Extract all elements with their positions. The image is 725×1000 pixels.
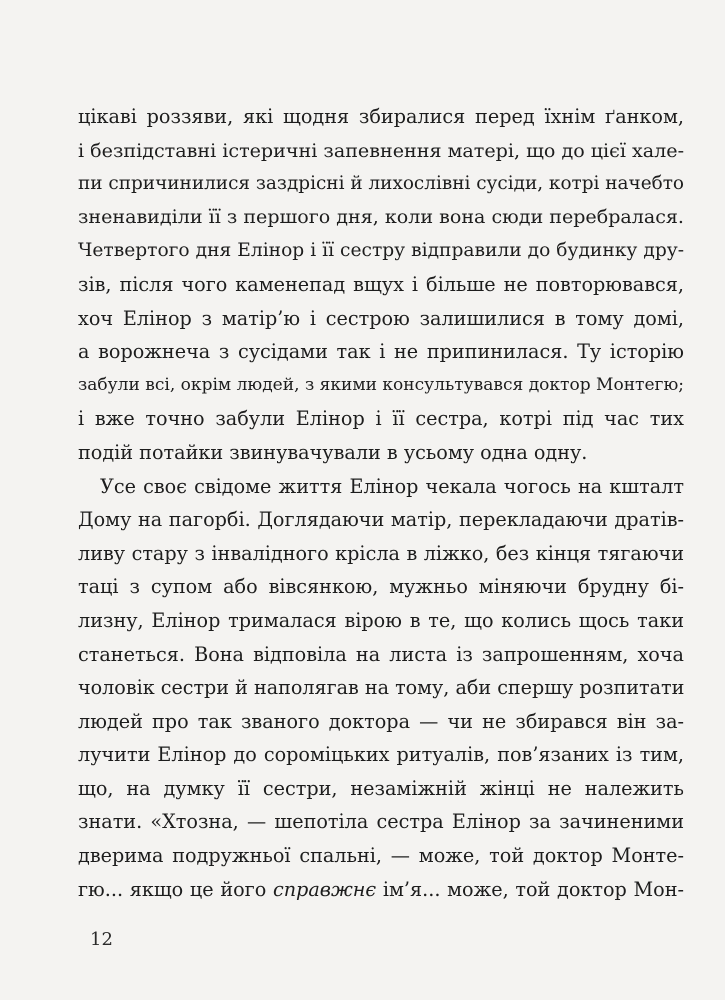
italic-word: справжнє — [272, 877, 377, 901]
text-line: Четвертого дня Елінор і її сестру відправили до будинку дру- — [78, 240, 684, 262]
text-fragment: ім’я... може, той доктор Мон- — [376, 877, 684, 901]
text-line: людей про так званого доктора — чи не збирався він за- — [78, 709, 684, 733]
text-line: подій потайки звинувачували в усьому одна одну. — [78, 440, 588, 464]
text-line: знати. «Хтозна, — шепотіла сестра Елінор за зачиненими — [78, 810, 684, 834]
text-line: а ворожнеча з сусідами так і не припинилася. Ту історію — [78, 340, 684, 364]
text-line: станеться. Вона відповіла на листа із запрошенням, хоча — [78, 642, 684, 666]
text-line: дверима подружньої спальні, — може, той доктор Монте- — [78, 844, 684, 868]
text-line: пи спричинилися заздрісні й лихослівні сусіди, котрі начебто — [78, 173, 684, 195]
text-line: чоловік сестри й наполягав на тому, аби спершу розпитати — [78, 676, 685, 700]
page-number: 12 — [90, 929, 113, 950]
text-line: що, на думку її сестри, незаміжній жінці не належить — [78, 776, 684, 800]
text-line-with-italic — [78, 873, 684, 907]
text-line: лучити Елінор до сороміцьких ритуалів, пов’язаних із тим, — [78, 743, 684, 767]
text-line: лизну, Елінор трималася вірою в те, що колись щось таки — [78, 608, 684, 632]
body-text — [78, 100, 684, 906]
text-line: зненавиділи її з першого дня, коли вона сюди перебралася. — [78, 205, 684, 228]
text-line: хоч Елінор з матір’ю і сестрою залишилися в тому домі, — [78, 306, 684, 330]
text-line: забули всі, окрім людей, з якими консультувався доктор Монтегю; — [78, 374, 684, 395]
text-line: Усе своє свідоме життя Елінор чекала чогось на кшталт — [100, 474, 684, 498]
text-line: і безпідставні істеричні запевнення матері, що до цієї халe- — [78, 138, 685, 162]
text-line: Дому на пагорбі. Доглядаючи матір, перекладаючи дратів- — [78, 508, 684, 532]
text-line: ливу стару з інвалідного крісла в ліжко, без кінця тягаючи — [78, 541, 684, 565]
text-line: цікаві роззяви, які щодня збиралися перед їхнім ґанком, — [78, 105, 684, 128]
text-line: зів, після чого каменепад вщух і більше не повторювався, — [78, 272, 684, 296]
text-line: таці з супом або вівсянкою, мужньо міняючи брудну бі- — [78, 575, 684, 599]
text-line: і вже точно забули Елінор і її сестра, котрі під час тих — [78, 407, 684, 431]
text-fragment: гю... якщо це його — [78, 877, 273, 901]
